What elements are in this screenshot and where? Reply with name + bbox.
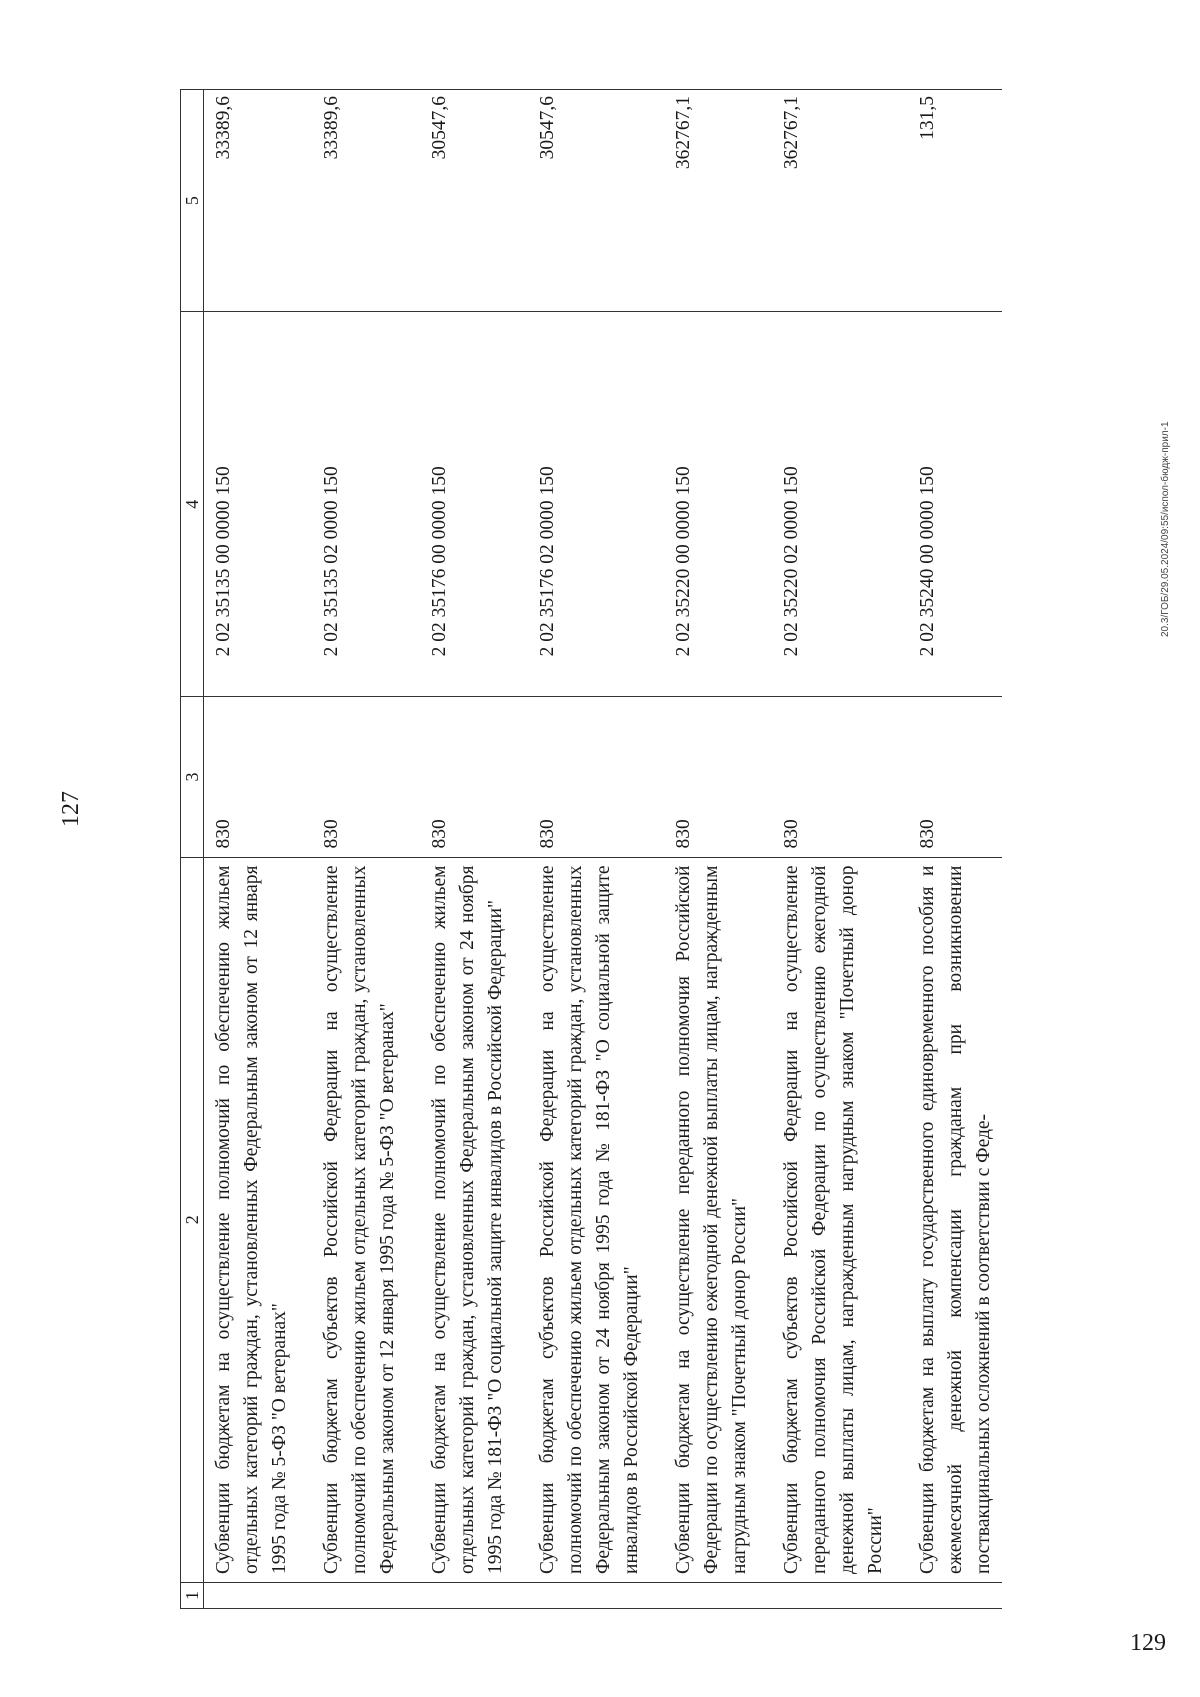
row-amount: 131,5 [908,90,1002,312]
outer-page-number: 129 [1130,1630,1166,1656]
budget-table [180,89,1002,1609]
header-col-5: 5 [181,90,204,312]
row-kbk: 2 02 35135 02 0000 150 [312,312,420,697]
row-amount: 362767,1 [664,90,772,312]
row-code: 830 [528,697,664,857]
row-col1-cell [420,1582,528,1608]
row-kbk: 2 02 35220 00 0000 150 [664,312,772,697]
row-amount: 33389,6 [312,90,420,312]
header-col-2: 2 [181,857,204,1582]
row-description: Субвенции бюджетам на выплату государственного единовременного пособия и ежемесячной денежной компенсации гражданам при возникновении поствакцинальных осложнений в соответствии с Феде- [908,857,1002,1582]
table-header-row [181,90,204,1609]
row-code: 830 [908,697,1002,857]
row-code: 830 [664,697,772,857]
row-description: Субвенции бюджетам на осуществление полномочий по обеспечению жильем отдельных категорий граждан, установленных Федеральным законом от 12 января 1995 года № 5-ФЗ "О ветеранах" [204,857,313,1582]
row-col1-cell [528,1582,664,1608]
row-amount: 30547,6 [420,90,528,312]
inner-page-number: 127 [58,791,84,827]
row-col1-cell [312,1582,420,1608]
table-row [204,90,313,1609]
row-description: Субвенции бюджетам на осуществление полномочий по обеспечению жильем отдельных категорий граждан, установленных Федеральным законом от 24 ноября 1995 года № 181-ФЗ "О социальной защите инвалидов в Российской Федерации" [420,857,528,1582]
row-code: 830 [312,697,420,857]
row-kbk: 2 02 35240 00 0000 150 [908,312,1002,697]
header-col-4: 4 [181,312,204,697]
header-col-3: 3 [181,697,204,857]
row-kbk: 2 02 35176 00 0000 150 [420,312,528,697]
table-row [420,90,528,1609]
row-code: 830 [420,697,528,857]
table-row [528,90,664,1609]
row-amount: 33389,6 [204,90,313,312]
row-description: Субвенции бюджетам субъектов Российской Федерации на осуществление полномочий по обеспечению жильем отдельных категорий граждан, установленных Федеральным законом от 12 января 1995 года № 5-ФЗ "О ветеранах" [312,857,420,1582]
header-col-1: 1 [181,1582,204,1608]
row-col1-cell [204,1582,313,1608]
row-code: 830 [204,697,313,857]
row-description: Субвенции бюджетам субъектов Российской Федерации на осуществление переданного полномочия Российской Федерации по осуществлению ежегодной денежной выплаты лицам, награжденным нагрудным знаком "Почетный донор России" [772,857,908,1582]
row-amount: 30547,6 [528,90,664,312]
row-amount: 362767,1 [772,90,908,312]
row-col1-cell [664,1582,772,1608]
row-description: Субвенции бюджетам субъектов Российской Федерации на осуществление полномочий по обеспечению жильем отдельных категорий граждан, установленных Федеральным законом от 24 ноября 1995 года № 181-ФЗ "О социальной защите инвалидов в Российской Федерации" [528,857,664,1582]
row-kbk: 2 02 35220 02 0000 150 [772,312,908,697]
row-col1-cell [908,1582,1002,1608]
row-code: 830 [772,697,908,857]
row-kbk: 2 02 35176 02 0000 150 [528,312,664,697]
row-description: Субвенции бюджетам на осуществление переданного полномочия Российской Федерации по осуществлению ежегодной денежной выплаты лицам, награжденным нагрудным знаком "Почетный донор России" [664,857,772,1582]
table-row [312,90,420,1609]
table-row [772,90,908,1609]
table-row [664,90,772,1609]
footer-stamp: 20.3/ГОБ/29.05.2024/09:55/испол-бюдж-прил-1 [1160,421,1171,637]
row-col1-cell [772,1582,908,1608]
table-row [908,90,1002,1609]
row-kbk: 2 02 35135 00 0000 150 [204,312,313,697]
